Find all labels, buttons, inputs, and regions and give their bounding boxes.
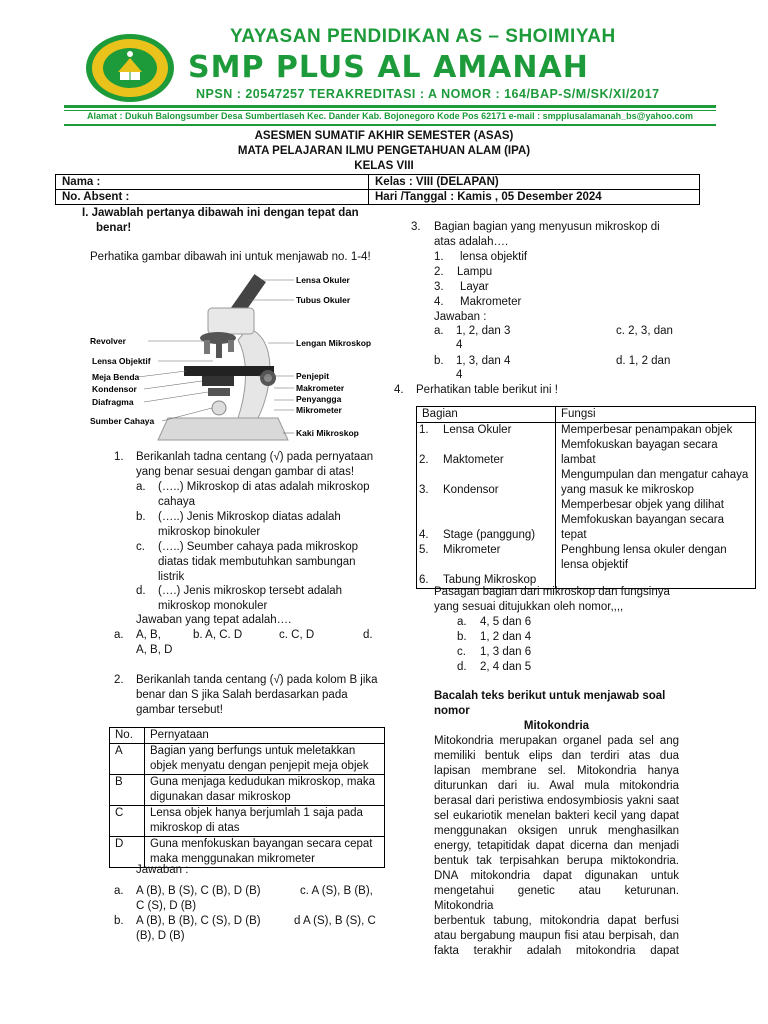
parts-column: [417, 423, 556, 589]
school-logo: [84, 32, 176, 104]
table-row: [110, 744, 385, 775]
q1-item-text: mikroskop binokuler: [158, 526, 261, 538]
table-cell-line: Guna menjaga kedudukan mikroskop, maka: [150, 776, 376, 788]
label-diafragma: Diafragma: [92, 397, 134, 407]
label-kondensor: Kondensor: [92, 384, 137, 394]
figure-intro: Perhatika gambar dibawah ini untuk menjawab no. 1-4!: [90, 251, 371, 263]
q1-item-label: b.: [136, 511, 146, 523]
label-mikrometer: Mikrometer: [296, 405, 342, 415]
q2-number: 2.: [114, 674, 124, 686]
part-number: 6.: [419, 574, 429, 586]
table-header: Pernyataan: [145, 728, 385, 744]
table-cell: B: [110, 775, 145, 806]
q2-option-a-label[interactable]: a.: [114, 885, 124, 897]
table-header: Fungsi: [556, 407, 756, 423]
table-cell: D: [110, 837, 145, 868]
label-penjepit: Penjepit: [296, 371, 330, 381]
passage-line: menggunakan oksigen unruk menghasilkan: [434, 825, 679, 837]
part-name: Mikrometer: [443, 544, 501, 556]
q4-option-label[interactable]: b.: [457, 631, 467, 643]
q4-stem: Perhatikan table berikut ini !: [416, 384, 558, 396]
date-field: Hari /Tanggal : Kamis , 05 Desember 2024: [369, 190, 700, 205]
q1-option-a[interactable]: A, B,: [136, 629, 161, 641]
q2-stem-cont: benar dan S jika Salah berdasarkan pada: [136, 689, 348, 701]
table-cell: A: [110, 744, 145, 775]
q3-item-number: 3.: [434, 281, 444, 293]
q1-option-a-label[interactable]: a.: [114, 629, 124, 641]
q4-option-label[interactable]: a.: [457, 616, 467, 628]
microscope-figure: [88, 268, 378, 444]
function-line: Penghbung lensa okuler dengan: [561, 544, 727, 556]
q1-item-label: c.: [136, 541, 145, 553]
table-cell-line: Lensa objek hanya berjumlah 1 saja pada: [150, 807, 363, 819]
passage-line: berasal dari peristiwa endosymbiosis yakni saat: [434, 795, 679, 807]
q4-option[interactable]: 1, 3 dan 6: [480, 646, 532, 658]
q1-item-text: (…..) Jenis Mikroskop diatas adalah: [158, 511, 341, 523]
function-line: Memperbesar objek yang dilihat: [561, 499, 725, 511]
q1-stem-cont: yang benar sesuai dengan gambar di atas!: [136, 466, 355, 478]
q2-answer-label: Jawaban :: [136, 864, 189, 876]
label-tubus-okuler: Tubus Okuler: [296, 295, 351, 305]
q3-item: Layar: [460, 281, 489, 293]
q1-number: 1.: [114, 451, 124, 463]
part-name: Maktometer: [443, 454, 504, 466]
label-meja-benda: Meja Benda: [92, 372, 140, 382]
reading-title: Mitokondria: [523, 720, 590, 732]
q2-option-a[interactable]: A (B), B (S), C (B), D (B): [136, 885, 261, 897]
q1-stem: Berikanlah tadna centang (√) pada pernyataan: [136, 451, 374, 463]
section-heading-cont: benar!: [96, 222, 132, 234]
q1-item-text: (…..) Seumber cahaya pada mikroskop: [158, 541, 359, 553]
school-address: Alamat : Dukuh Balongsumber Desa Sumbertlaseh Kec. Dander Kab. Bojonegoro Kode Pos 62171 e-mail : smpplusalamanah_bs@yahoo.com: [87, 111, 693, 121]
q4-option-label[interactable]: c.: [457, 646, 466, 658]
passage-line: berbentuk tabung, mitokondria dapat berfusi: [434, 915, 679, 927]
q3-option-d[interactable]: d. 1, 2 dan: [616, 355, 671, 367]
function-line: Memfokuskan bayagan secara: [561, 439, 718, 451]
q1-item-text: diatas tidak membutuhkan sambungan: [158, 556, 356, 568]
absent-field[interactable]: No. Absent :: [56, 190, 369, 205]
q4-question-cont: yang sesuai ditujukkan oleh nomor,,,,: [434, 601, 624, 613]
passage-line: bentuk tak terpisahkan berupa miktokondria.: [434, 855, 679, 867]
function-column: [556, 423, 756, 589]
label-sumber-cahaya: Sumber Cahaya: [90, 416, 155, 426]
q3-item: Lampu: [457, 266, 493, 278]
q3-item-number: 2.: [434, 266, 444, 278]
part-number: 3.: [419, 484, 429, 496]
part-name: Lensa Okuler: [443, 424, 512, 436]
q3-stem-cont: atas adalah….: [434, 236, 509, 248]
q3-stem: Bagian bagian yang menyusun mikroskop di: [434, 221, 660, 233]
q4-parts-table: [416, 406, 756, 589]
function-line: lensa objektif: [561, 559, 629, 571]
passage-line: Mitokondria merupakan organel pada sel ang: [434, 735, 679, 747]
q3-item: lensa objektif: [460, 251, 528, 263]
table-cell-line: digunakan dasar mikroskop: [150, 791, 291, 803]
class-field: Kelas : VIII (DELAPAN): [369, 175, 700, 190]
passage-line: DNA mitokondria dapat digunakan untuk: [434, 870, 679, 882]
function-line: yang masuk ke mikroskop: [561, 484, 694, 496]
table-cell: [145, 744, 385, 775]
part-number: 1.: [419, 424, 429, 436]
reading-instruction-cont: nomor: [434, 705, 470, 717]
part-number: 5.: [419, 544, 429, 556]
q3-option-c[interactable]: c. 2, 3, dan: [616, 325, 673, 337]
header-rule: [64, 105, 716, 108]
reading-passage: [434, 734, 679, 959]
q4-option[interactable]: 2, 4 dan 5: [480, 661, 532, 673]
table-row: [110, 775, 385, 806]
reading-instruction: Bacalah teks berikut untuk menjawab soal: [434, 690, 666, 702]
passage-line: sel eukariotik menelan bakteri kecil yang dapat: [434, 810, 679, 822]
part-number: 2.: [419, 454, 429, 466]
table-cell: [145, 806, 385, 837]
q3-item-number: 4.: [434, 296, 444, 308]
q1-item-text: mikroskop monokuler: [158, 600, 268, 612]
passage-line: lapisan membrane sel. Mitokondria hanya: [434, 765, 679, 777]
q2-option-c-cont[interactable]: C (S), D (B): [136, 900, 197, 912]
label-lensa-objektif: Lensa Objektif: [92, 356, 151, 366]
part-name: Stage (panggung): [443, 529, 536, 541]
table-cell-line: Bagian yang berfungs untuk meletakkan: [150, 745, 356, 757]
label-revolver: Revolver: [90, 336, 126, 346]
q2-statement-table: [109, 727, 385, 868]
q1-answer-prompt: Jawaban yang tepat adalah….: [136, 614, 292, 626]
q1-option-d[interactable]: A, B, D: [136, 644, 173, 656]
q3-item-number: 1.: [434, 251, 444, 263]
header-rule-bottom: [64, 124, 716, 126]
table-cell-line: Guna menfokuskan bayangan secara cepat: [150, 838, 373, 850]
school-name: SMP PLUS AL AMANAH: [188, 50, 589, 85]
q4-option[interactable]: 4, 5 dan 6: [480, 616, 532, 628]
function-line: Memfokuskan bayangan secara: [561, 514, 725, 526]
label-makrometer: Makrometer: [296, 383, 345, 393]
foundation-name: YAYASAN PENDIDIKAN AS – SHOIMIYAH: [230, 26, 616, 47]
table-cell-line: maka menggunakan mikrometer: [150, 853, 315, 865]
name-field[interactable]: Nama :: [56, 175, 369, 190]
q2-stem: Berikanlah tanda centang (√) pada kolom B jika: [136, 674, 378, 686]
q2-option-b-label[interactable]: b.: [114, 915, 124, 927]
q3-option-b[interactable]: 1, 3, dan 4: [456, 355, 511, 367]
q1-option-b[interactable]: b. A, C. D: [193, 629, 243, 641]
q3-option-a-cont[interactable]: 4: [456, 339, 463, 351]
q2-option-d[interactable]: d A (S), B (S), C: [294, 915, 376, 927]
q3-option-b-label[interactable]: b.: [434, 355, 444, 367]
school-npsn: NPSN : 20547257 TERAKREDITASI : A NOMOR : 164/BAP-S/M/SK/XI/2017: [196, 87, 660, 101]
part-number: 4.: [419, 529, 429, 541]
label-lensa-okuler: Lensa Okuler: [296, 275, 350, 285]
q3-number: 3.: [411, 221, 421, 233]
identity-table: [55, 174, 700, 205]
function-line: tepat: [561, 529, 587, 541]
q3-answer-label: Jawaban :: [434, 311, 487, 323]
q1-item-text: listrik: [158, 571, 185, 583]
q1-option-c[interactable]: c. C, D: [279, 629, 315, 641]
q2-option-c[interactable]: c. A (S), B (B),: [300, 885, 373, 897]
q3-item: Makrometer: [460, 296, 522, 308]
section-heading: I. Jawablah pertanya dibawah ini dengan tepat dan: [82, 207, 359, 219]
q4-question: Pasagan bagian dari mikroskop dan fungsinya: [434, 586, 670, 598]
q1-option-d-label[interactable]: d.: [363, 629, 373, 641]
passage-line: diturunkan dari iu. Awal mula mitokondria: [434, 780, 679, 792]
label-kaki: Kaki Mikroskop: [296, 428, 359, 438]
class-title: KELAS VIII: [354, 160, 414, 172]
q1-item-text: cahaya: [158, 496, 196, 508]
q3-option-b-cont[interactable]: 4: [456, 369, 463, 381]
label-lengan: Lengan Mikroskop: [296, 338, 372, 348]
table-cell-line: objek menyatu dengan penjepit meja objek: [150, 760, 369, 772]
passage-line: energy, tetapitidak dapat dicerna dan menjadi: [434, 840, 679, 852]
function-line: Mengumpulan dan mengatur cahaya: [561, 469, 749, 481]
q1-item-text: (…..) Mikroskop di atas adalah mikroskop: [158, 481, 370, 493]
q3-option-a[interactable]: 1, 2, dan 3: [456, 325, 511, 337]
table-cell: [145, 775, 385, 806]
q2-option-d-cont[interactable]: (B), D (B): [136, 930, 185, 942]
q4-option-label[interactable]: d.: [457, 661, 467, 673]
q2-option-b[interactable]: A (B), B (B), C (S), D (B): [136, 915, 261, 927]
q1-item-label: d.: [136, 585, 146, 597]
q2-stem-cont: gambar tersebut!: [136, 704, 223, 716]
part-name: Tabung Mikroskop: [443, 574, 537, 586]
passage-line: fakta terakhir adalah mitokondria dapat: [434, 945, 679, 957]
table-row: [417, 423, 756, 589]
table-header: No.: [110, 728, 145, 744]
q4-number: 4.: [394, 384, 404, 396]
q1-item-label: a.: [136, 481, 146, 493]
label-penyangga: Penyangga: [296, 394, 342, 404]
table-row: [110, 806, 385, 837]
passage-line: mengetahui genetic atau keturunan. Mitokondria: [434, 885, 679, 912]
passage-line: memiliki bentuk elips dan terdiri atas dua: [434, 750, 679, 762]
table-cell: C: [110, 806, 145, 837]
function-line: lambat: [561, 454, 596, 466]
subject-title: MATA PELAJARAN ILMU PENGETAHUAN ALAM (IPA): [237, 145, 531, 157]
passage-line: atau bergabung maupun fisi atau berpisah, dan: [434, 930, 679, 942]
table-cell-line: mikroskop di atas: [150, 822, 240, 834]
q3-option-a-label[interactable]: a.: [434, 325, 444, 337]
part-name: Kondensor: [443, 484, 499, 496]
table-header: Bagian: [417, 407, 556, 423]
exam-title: ASESMEN SUMATIF AKHIR SEMESTER (ASAS): [254, 130, 514, 142]
q1-item-text: (….) Jenis mikroskop tersebt adalah: [158, 585, 343, 597]
q4-option[interactable]: 1, 2 dan 4: [480, 631, 532, 643]
function-line: Memperbesar penampakan objek: [561, 424, 733, 436]
